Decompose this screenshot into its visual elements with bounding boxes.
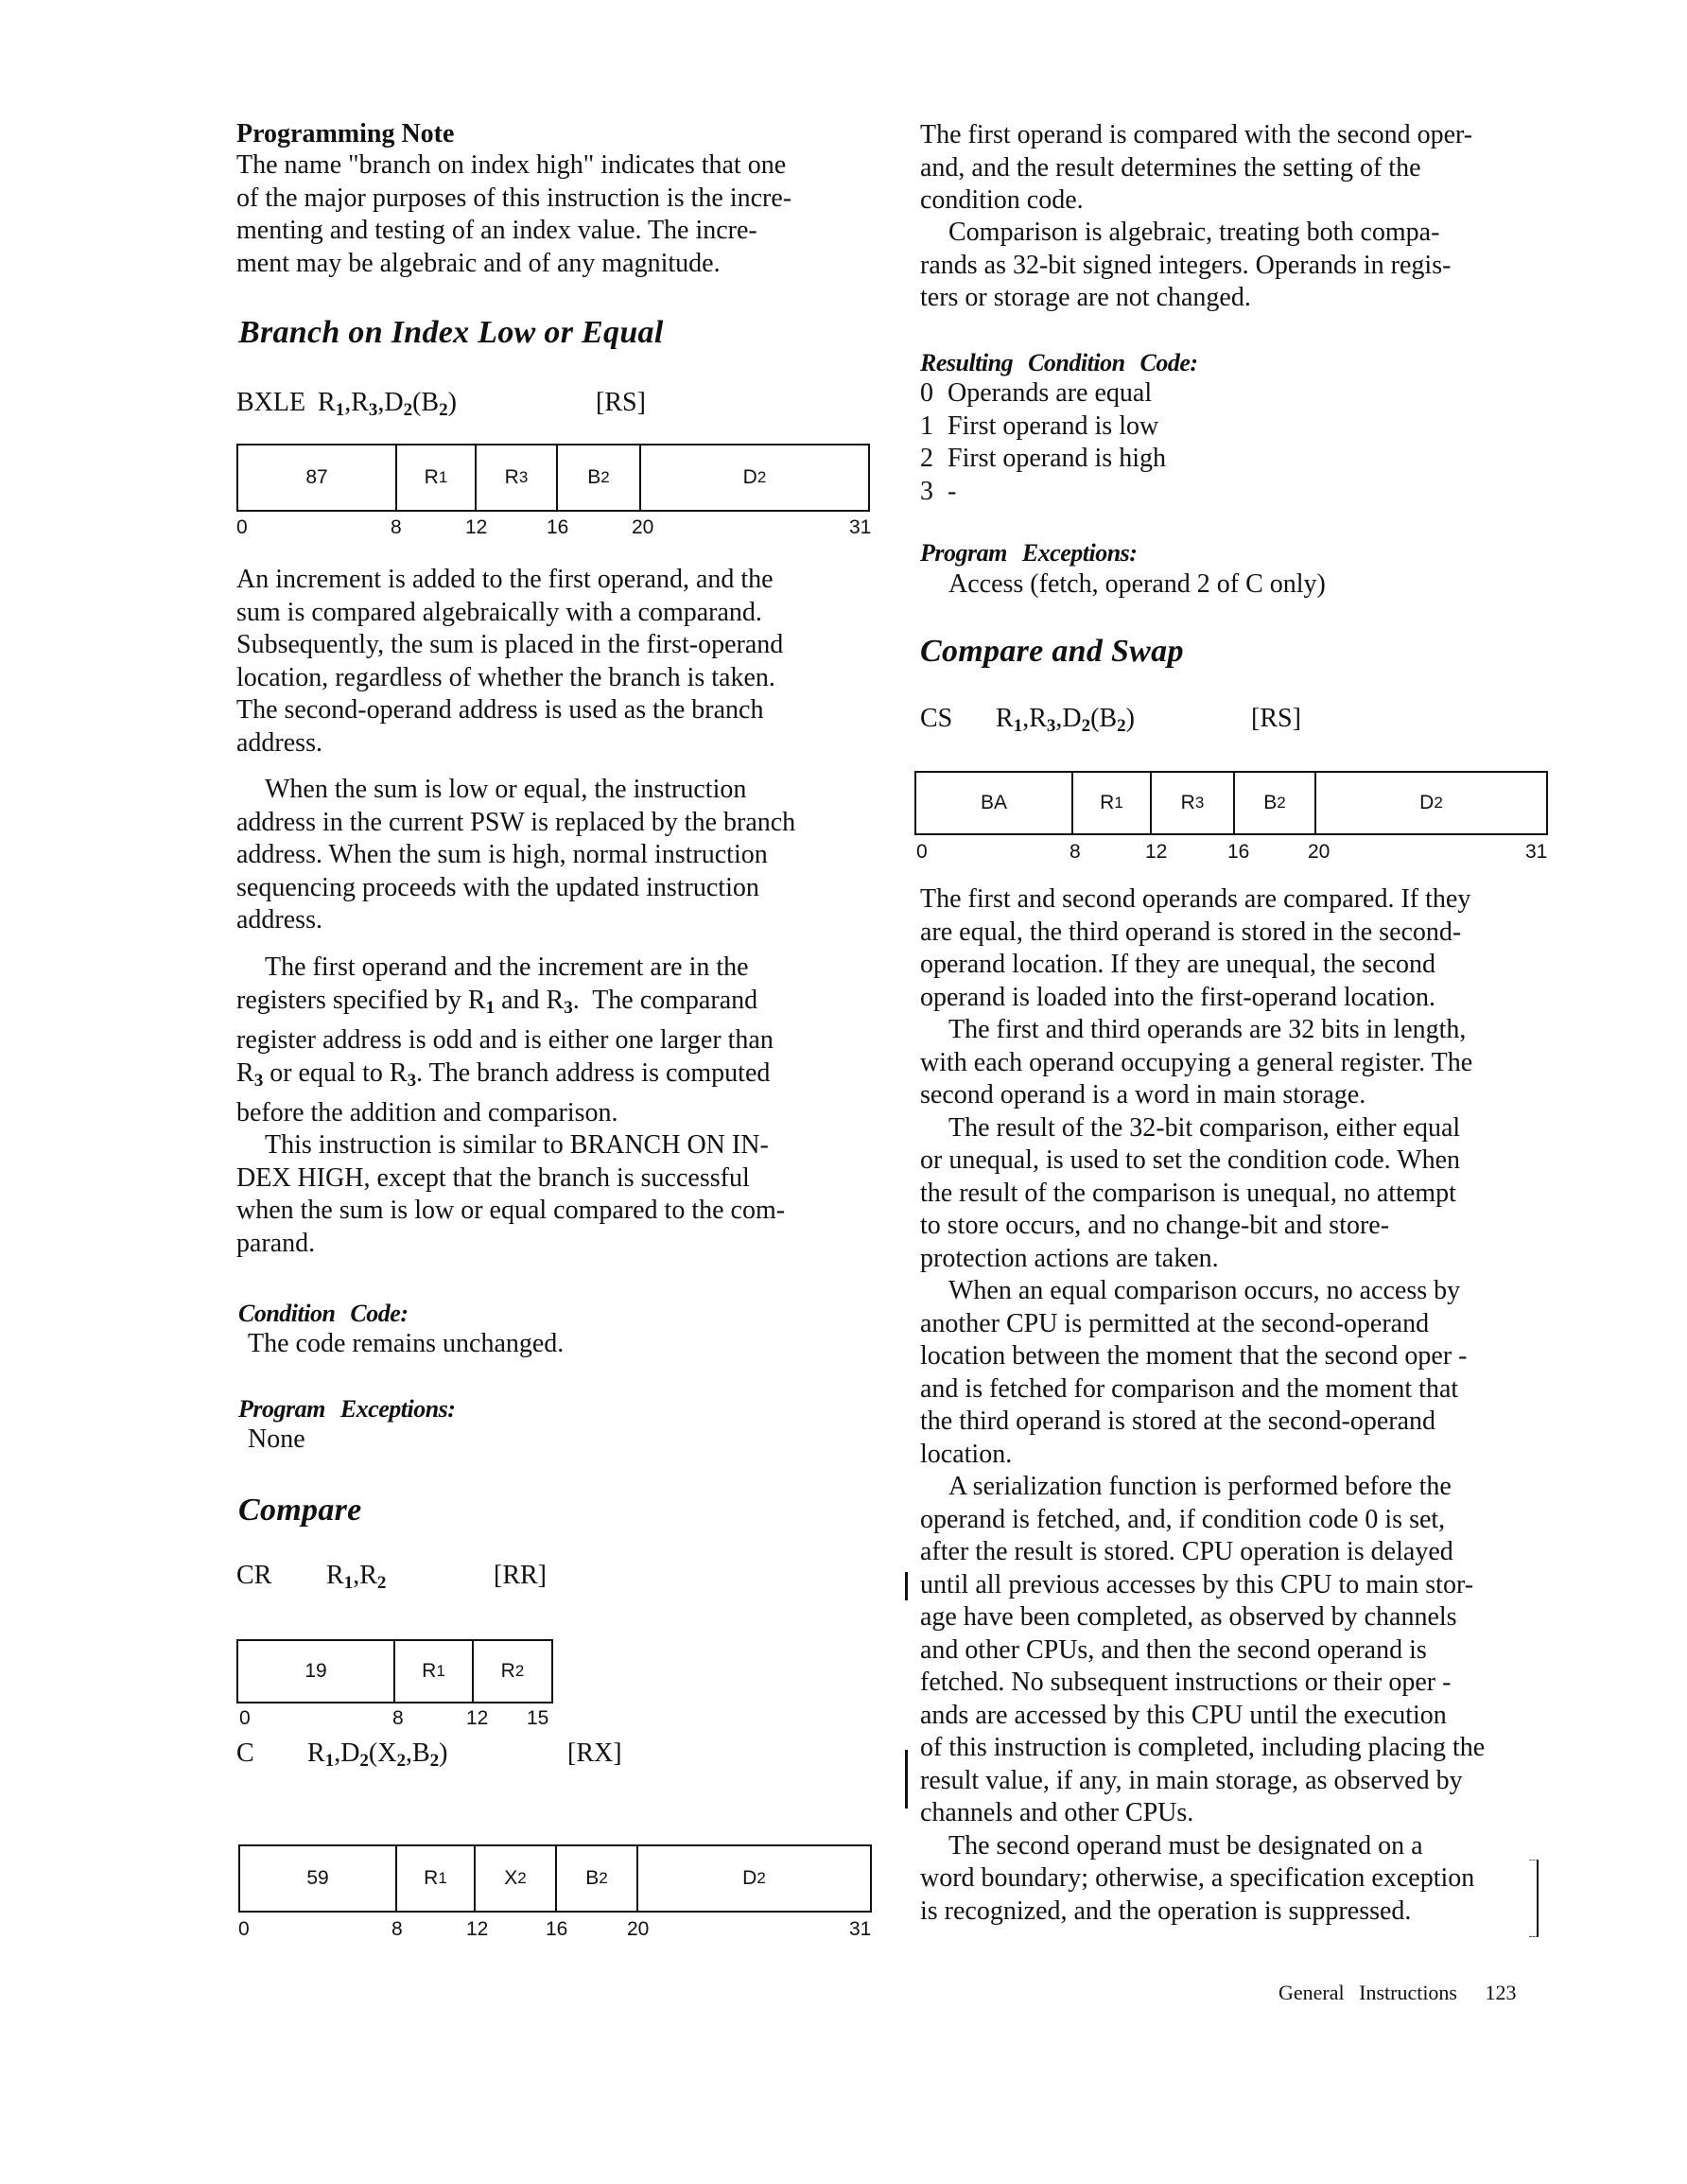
text-line: Subsequently, the sum is placed in the first-operand [236, 630, 784, 659]
margin-bracket [1529, 1860, 1539, 1937]
bxle-format-diagram [236, 444, 870, 512]
b2-field: B 2 [1235, 773, 1316, 833]
text-line: The first and third operands are 32 bits in length, [948, 1015, 1467, 1044]
text-line: A serialization function is performed before the [948, 1472, 1452, 1501]
section-title-compare: Compare [238, 1493, 362, 1528]
text-line: $R_3$ or equal to $R_3$. The branch address is computed [236, 1057, 771, 1091]
text-line: operand is loaded into the first-operand location. [920, 982, 1436, 1012]
compare-paragraph-1 [920, 119, 1472, 218]
text-line: address. When the sum is high, normal instruction [236, 840, 768, 869]
d2-field: D 2 [742, 466, 767, 488]
program-exceptions-heading: Program Exceptions: [920, 539, 1138, 567]
operands: $R_1,R_3,D_2(B_2)$ [318, 388, 457, 420]
condition-code-text: The code remains unchanged. [248, 1329, 565, 1358]
text-line: another CPU is permitted at the second-operand [920, 1308, 1430, 1338]
d2-field: D 2 [742, 1867, 766, 1889]
text-line: operand location. If they are unequal, the second [920, 950, 1436, 979]
text-line: address in the current PSW is replaced by the branch [236, 807, 796, 837]
text-line: word boundary; otherwise, a specification exception [920, 1863, 1475, 1893]
c-format-line [236, 1738, 879, 1773]
text-line: of this instruction is completed, including placing the [920, 1733, 1486, 1762]
condition-code-item: 2 First operand is high [920, 444, 1166, 473]
cs-paragraph-1 [920, 883, 1485, 1928]
text-line: register address is odd and is either one larger than [236, 1025, 774, 1055]
revision-bar [905, 1572, 908, 1600]
mnemonic: CR [236, 1561, 272, 1590]
resulting-condition-code-heading: Resulting Condition Code: [920, 349, 1198, 376]
cr-bit-positions: 0 8 12 15 [239, 1707, 549, 1729]
text-line: address. [236, 905, 322, 935]
text-line: of the major purposes of this instruction is the incre- [236, 183, 792, 213]
text-line: address. [236, 727, 322, 758]
page-footer [1278, 1981, 1517, 2005]
text-line: age have been completed, as observed by channels [920, 1602, 1457, 1632]
section-title-compare-and-swap: Compare and Swap [920, 634, 1184, 669]
text-line: The name "branch on index high" indicates that one [236, 150, 787, 180]
r1-field: R 1 [397, 446, 477, 510]
r1-field: R 1 [1073, 773, 1152, 833]
text-line: sequencing proceeds with the updated instruction [236, 872, 759, 902]
mnemonic: BXLE [236, 388, 306, 417]
r1-field: R 1 [397, 1846, 476, 1911]
opcode-field: 19 [238, 1641, 395, 1702]
cr-format-line [236, 1561, 879, 1595]
text-line: Comparison is algebraic, treating both compa- [948, 218, 1440, 247]
operands: $R_1,R_3,D_2(B_2)$ [996, 704, 1135, 736]
text-line: location between the moment that the second oper - [920, 1341, 1468, 1371]
footer-section: General Instructions [1278, 1981, 1457, 2004]
text-line: with each operand occupying a general register. The [920, 1047, 1473, 1077]
text-line: sum is compared algebraically with a comparand. [236, 597, 762, 627]
condition-code-list [920, 377, 1166, 508]
text-line: and other CPUs, and then the second operand is [920, 1634, 1427, 1665]
bxle-bit-positions: 0 8 12 16 20 31 [236, 516, 872, 538]
cs-format-diagram [914, 771, 1548, 835]
condition-code-item: 3 - [920, 476, 957, 506]
text-line: the result of the comparison is unequal, no attempt [920, 1178, 1456, 1208]
text-line: When an equal comparison occurs, no access by [948, 1276, 1461, 1305]
text-line: when the sum is low or equal compared to the com- [236, 1196, 786, 1225]
d2-field: D 2 [1419, 792, 1443, 813]
opcode-field: 59 [240, 1846, 397, 1911]
condition-code-heading: Condition Code: [238, 1300, 409, 1327]
r2-field: R 2 [500, 1660, 525, 1682]
text-line: The second operand must be designated on a [948, 1830, 1423, 1861]
condition-code-item: 0 Operands are equal [920, 378, 1153, 408]
text-line: location, regardless of whether the branch is taken. [236, 662, 775, 692]
text-line: menting and testing of an index value. The incre- [236, 216, 757, 245]
text-line: rands as 32-bit signed integers. Operands in regis- [920, 250, 1452, 280]
text-line: location. [920, 1439, 1013, 1469]
instruction-format-type: [RR] [494, 1561, 547, 1590]
r1-field: R 1 [395, 1641, 474, 1702]
text-line: the third operand is stored at the second-operand [920, 1406, 1436, 1436]
text-line: The second-operand address is used as the branch [236, 695, 764, 725]
programming-note-heading: Programming Note [236, 119, 455, 149]
r3-field: R 3 [1152, 773, 1235, 833]
opcode-field: 87 [238, 446, 397, 510]
text-line: or unequal, is used to set the condition code. When [920, 1145, 1461, 1175]
text-line: result value, if any, in main storage, as observed by [920, 1765, 1463, 1795]
text-line: The first operand and the increment are in the [265, 952, 749, 982]
section-title-bxle: Branch on Index Low or Equal [238, 315, 664, 350]
opcode-field: BA [916, 773, 1073, 833]
text-line: channels and other CPUs. [920, 1798, 1194, 1827]
cs-format-line [920, 704, 1563, 738]
text-line: second operand is a word in main storage. [920, 1080, 1366, 1109]
text-line: An increment is added to the first operand, and the [236, 565, 774, 594]
operands: $R_1,R_2$ [326, 1561, 387, 1593]
program-exceptions-text: None [248, 1424, 305, 1454]
text-line: This instruction is similar to BRANCH ON IN- [265, 1130, 769, 1160]
programming-note-body [236, 149, 791, 280]
bxle-paragraph-4 [236, 1129, 785, 1260]
bxle-paragraph-1 [236, 564, 783, 760]
cs-bit-positions: 0 8 12 16 20 31 [916, 841, 1548, 863]
text-line: operand is fetched, and, if condition code 0 is set, [920, 1504, 1446, 1534]
text-line: after the result is stored. CPU operation is delayed [920, 1537, 1453, 1566]
x2-field: X 2 [476, 1846, 557, 1911]
text-line: fetched. No subsequent instructions or their oper - [920, 1668, 1452, 1697]
text-line: is recognized, and the operation is suppressed. [920, 1896, 1412, 1926]
operands: $R_1,D_2(X_2,B_2)$ [307, 1738, 448, 1771]
bxle-paragraph-2 [236, 774, 795, 937]
text-line: registers specified by $R_1$ and $R_3$. The comparand [236, 985, 758, 1018]
text-line: until all previous accesses by this CPU to main stor- [920, 1569, 1474, 1599]
text-line: The result of the 32-bit comparison, either equal [948, 1112, 1461, 1143]
mnemonic: CS [920, 704, 953, 733]
b2-field: B 2 [557, 1846, 638, 1911]
text-line: ment may be algebraic and of any magnitude. [236, 248, 721, 278]
c-bit-positions: 0 8 12 16 20 31 [238, 1918, 872, 1940]
b2-field: B 2 [558, 446, 641, 510]
text-line: and, and the result determines the setting of the [920, 152, 1421, 183]
page-number: 123 [1485, 1981, 1517, 2004]
text-line: protection actions are taken. [920, 1243, 1219, 1273]
text-line: When the sum is low or equal, the instruction [265, 775, 747, 804]
text-line: DEX HIGH, except that the branch is successful [236, 1162, 750, 1193]
instruction-format-type: [RX] [567, 1738, 622, 1768]
instruction-format-type: [RS] [596, 388, 646, 417]
bxle-format-line [236, 388, 879, 422]
text-line: The first operand is compared with the second oper- [920, 120, 1473, 149]
text-line: condition code. [920, 185, 1084, 215]
text-line: and is fetched for comparison and the moment that [920, 1373, 1459, 1404]
text-line: are equal, the third operand is stored in the second- [920, 917, 1462, 947]
instruction-format-type: [RS] [1251, 704, 1301, 733]
text-line: to store occurs, and no change-bit and store- [920, 1211, 1390, 1240]
compare-paragraph-2 [920, 217, 1451, 315]
text-line: parand. [236, 1228, 316, 1258]
program-exceptions-text: Access (fetch, operand 2 of C only) [948, 569, 1326, 599]
cr-format-diagram [236, 1639, 553, 1704]
mnemonic: C [236, 1738, 254, 1768]
r3-field: R 3 [477, 446, 558, 510]
c-format-diagram [238, 1844, 872, 1913]
condition-code-item: 1 First operand is low [920, 411, 1159, 441]
text-line: ands are accessed by this CPU until the execution [920, 1700, 1447, 1730]
revision-bar [905, 1750, 908, 1808]
text-line: before the addition and comparison. [236, 1098, 618, 1127]
text-line: ters or storage are not changed. [920, 283, 1251, 312]
text-line: The first and second operands are compared. If they [920, 884, 1471, 914]
program-exceptions-heading: Program Exceptions: [238, 1395, 456, 1423]
bxle-paragraph-3 [236, 952, 774, 1130]
